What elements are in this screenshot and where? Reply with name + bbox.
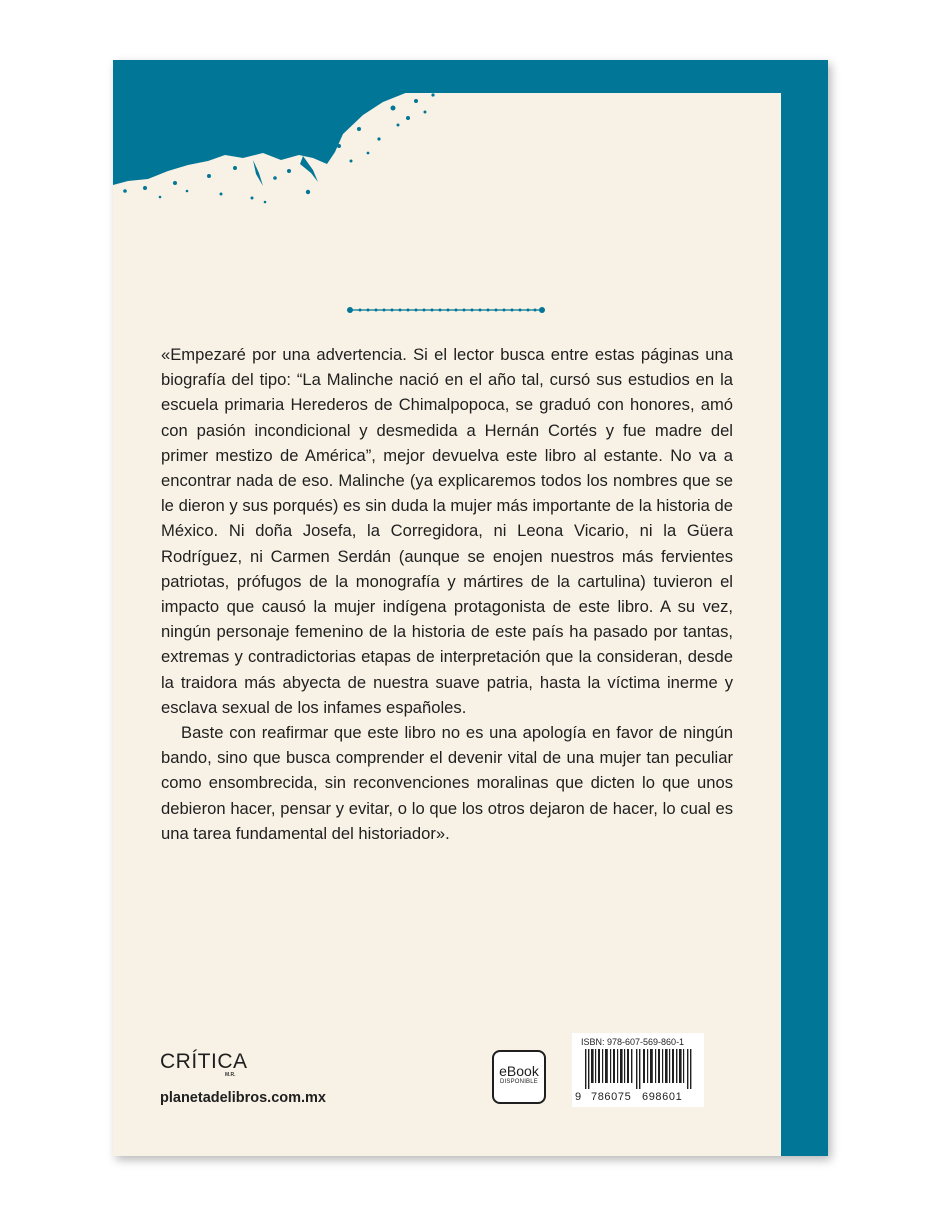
blurb-paragraph-1: «Empezaré por una advertencia. Si el lector busca entre estas páginas una biografía del tipo: “La Malinche nació en el año tal, cursó sus estudios en la escuela primaria Herederos de Chimalpopoca, se graduó con honores, amó con pasión incondicional y desmedida a Hernán Cortés y fue madre del primer mestizo de América”, mejor devuelva este libro al estante. No va a encontrar nada de eso. Malinche (ya explicaremos todos los nombres que se le dieron y sus porqués) es sin duda la mujer más importante de la historia de México. Ni doña Josefa, la Corregidora, ni Leona Vicario, ni la Güera Rodríguez, ni Carmen Serdán (aunque se enojen nuestros más fervientes patriotas, prófugos de la monografía y mártires de la cartulina) tuvieron el impacto que causó la mujer indígena protagonista de este libro. A su vez, ningún personaje femenino de la historia de este país ha pasado por tantas, extremas y contradictorias etapas de interpretación que la consideran, desde la traidora más abyecta de nuestra suave patria, hasta la víctima inerme y esclava sexual de los infames españoles.: [161, 345, 733, 717]
isbn-number: ISBN: 978-607-569-860-1: [581, 1037, 685, 1047]
dotted-divider: [346, 303, 546, 317]
barcode-digits-left: 786075: [591, 1091, 632, 1103]
ink-splash-decoration: [113, 60, 443, 220]
barcode-digits-right: 698601: [642, 1091, 683, 1103]
barcode-bars: [580, 1049, 697, 1089]
back-cover-blurb: [161, 342, 733, 846]
isbn-barcode-block: [572, 1033, 704, 1107]
spine-accent-band: [781, 60, 828, 1156]
ebook-available-badge: [492, 1050, 546, 1104]
publisher-trademark-mark: M.R.: [225, 1072, 236, 1078]
ebook-label: eBook: [499, 1063, 539, 1079]
ebook-sublabel: DISPONIBLE: [499, 1079, 538, 1085]
barcode-digit-first: 9: [575, 1091, 582, 1103]
blurb-paragraph-2: Baste con reafirmar que este libro no es una apología en favor de ningún bando, sino que busca comprender el devenir vital de una mujer tan peculiar como ensombrecida, sin reconvenciones moralinas que dicten lo que unos debieron hacer, pensar y evitar, o lo que los otros dejaron de hacer, lo cual es una tarea fundamental del historiador».: [161, 723, 733, 843]
publisher-logo: CRÍTICA: [160, 1050, 248, 1073]
back-cover: [113, 60, 828, 1156]
publisher-website: planetadelibros.com.mx: [160, 1090, 326, 1106]
